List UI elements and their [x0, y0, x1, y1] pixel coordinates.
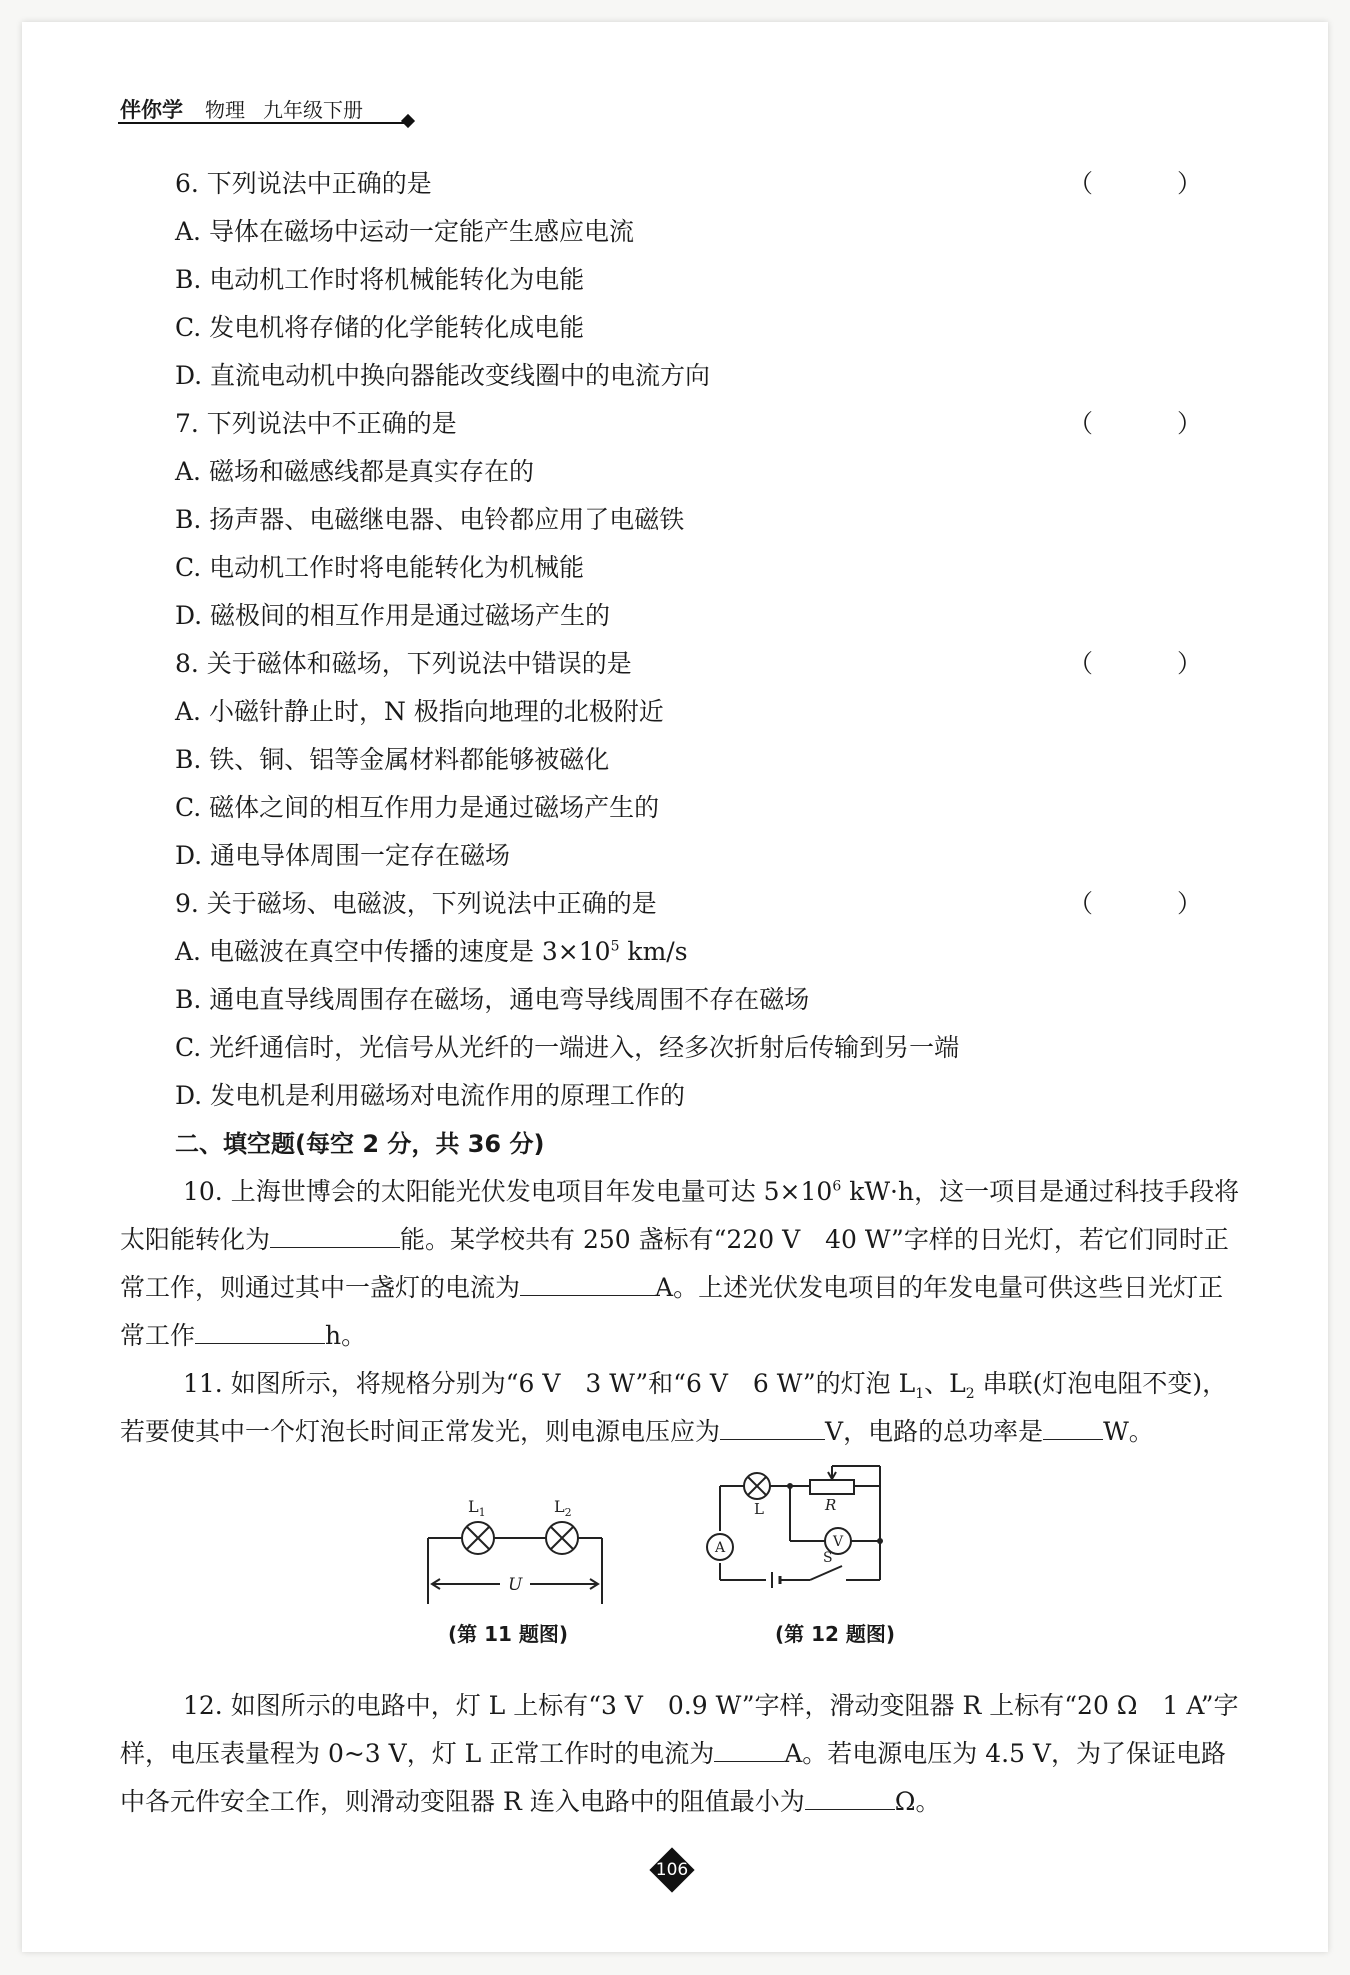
option: B. 电动机工作时将机械能转化为电能 — [175, 265, 585, 294]
grade-label: 九年级下册 — [263, 98, 363, 122]
section-heading: 二、填空题(每空 2 分，共 36 分) — [175, 1130, 545, 1158]
question-6 — [120, 160, 1240, 208]
label-a: A — [715, 1540, 726, 1556]
label-l2: $L_2$ — [554, 1497, 572, 1519]
option-text: A. 电磁波在真空中传播的速度是 3×10 — [175, 937, 611, 966]
label-v: V — [833, 1534, 844, 1550]
option: D. 直流电动机中换向器能改变线圈中的电流方向 — [175, 361, 711, 390]
q11-text: 、L — [924, 1369, 966, 1398]
figure-11-caption: (第 11 题图) — [448, 1622, 569, 1646]
question-8 — [120, 640, 1240, 688]
content — [120, 160, 1240, 1826]
option: B. 通电直导线周围存在磁场，通电弯导线周围不存在磁场 — [175, 985, 810, 1014]
subscript: 1 — [915, 1386, 925, 1402]
option: C. 电动机工作时将电能转化为机械能 — [175, 553, 585, 582]
q12-text: A。若电源电压为 4.5 V，为了保证电路中各元件安全工作，则滑动变阻器 R 连入电路中的阻值最小为 — [120, 1739, 1226, 1816]
exponent: 6 — [832, 1178, 842, 1195]
option: D. 发电机是利用磁场对电流作用的原理工作的 — [175, 1081, 686, 1110]
answer-blank[interactable] — [520, 1267, 655, 1296]
question-10 — [120, 1168, 1240, 1360]
q10-text: 10. 上海世博会的太阳能光伏发电项目年发电量可达 5×10 — [183, 1177, 833, 1206]
answer-blank[interactable] — [720, 1411, 825, 1440]
question-12 — [120, 1682, 1240, 1826]
question-stem: 6. 下列说法中正确的是 — [175, 169, 432, 198]
label-r: R — [825, 1496, 837, 1514]
label-u: U — [508, 1575, 523, 1595]
option: B. 铁、铜、铝等金属材料都能够被磁化 — [175, 745, 610, 774]
junction-dot — [787, 1483, 793, 1489]
circuit-figures — [120, 1456, 1240, 1656]
exponent: 5 — [610, 938, 620, 955]
option: B. 扬声器、电磁继电器、电铃都应用了电磁铁 — [175, 505, 685, 534]
q10-text: kW·h，这一项目是通过科技手段将太阳能转化为 — [120, 1177, 1240, 1254]
option: C. 发电机将存储的化学能转化成电能 — [175, 313, 585, 342]
option: A. 磁场和磁感线都是真实存在的 — [175, 457, 534, 486]
option — [120, 928, 1240, 976]
page-number: 106 — [655, 1860, 689, 1880]
switch-icon — [810, 1566, 842, 1580]
q10-text: 能。某学校共有 250 盏标有“220 V 40 W”字样的日光灯，若它们同时正常工作，则通过其中一盏灯的电流为 — [120, 1225, 1229, 1302]
q11-text: 串联(灯泡电阻不变)，若要使其中一个灯泡长时间正常发光，则电源电压应为 — [120, 1369, 1228, 1446]
q11-text: W。 — [1103, 1417, 1154, 1446]
option: A. 小磁针静止时，N 极指向地理的北极附近 — [175, 697, 664, 726]
junction-dot — [877, 1538, 883, 1544]
option: D. 通电导体周围一定存在磁场 — [175, 841, 511, 870]
figure-12-circuit — [707, 1466, 880, 1588]
answer-bracket: （ ） — [1068, 649, 1240, 678]
answer-blank[interactable] — [270, 1219, 400, 1248]
answer-bracket: （ ） — [1068, 169, 1240, 198]
spacer — [120, 1656, 1240, 1682]
answer-bracket: （ ） — [1068, 409, 1240, 438]
label-l: L — [754, 1500, 764, 1518]
figure-12-caption: (第 12 题图) — [775, 1622, 896, 1646]
option: C. 磁体之间的相互作用力是通过磁场产生的 — [175, 793, 660, 822]
q10-text: h。 — [325, 1321, 367, 1350]
label-l1: $L_1$ — [468, 1497, 486, 1519]
option: D. 磁极间的相互作用是通过磁场产生的 — [175, 601, 611, 630]
page-number-badge — [650, 1848, 694, 1892]
header-rule — [118, 122, 408, 124]
q12-text: 12. 如图所示的电路中，灯 L 上标有“3 V 0.9 W”字样，滑动变阻器 R 上标有“20 Ω 1 A”字样，电压表量程为 0~3 V，灯 L 正常工作时的电流为 — [120, 1691, 1239, 1768]
question-7 — [120, 400, 1240, 448]
rheostat-icon — [810, 1480, 854, 1494]
subscript: 2 — [965, 1386, 975, 1402]
answer-bracket: （ ） — [1068, 889, 1240, 918]
question-11 — [120, 1360, 1240, 1456]
label-s: S — [823, 1550, 833, 1566]
q12-text: Ω。 — [894, 1787, 941, 1816]
question-stem: 8. 关于磁体和磁场，下列说法中错误的是 — [175, 649, 632, 678]
q10-text: A。上述光伏发电项目的年发电量可供这些日光灯正常工作 — [120, 1273, 1224, 1350]
option: A. 导体在磁场中运动一定能产生感应电流 — [175, 217, 634, 246]
answer-blank[interactable] — [195, 1315, 325, 1344]
answer-blank[interactable] — [1043, 1411, 1103, 1440]
option: C. 光纤通信时，光信号从光纤的一端进入，经多次折射后传输到另一端 — [175, 1033, 960, 1062]
q11-text: V，电路的总功率是 — [825, 1417, 1044, 1446]
question-stem: 9. 关于磁场、电磁波，下列说法中正确的是 — [175, 889, 657, 918]
question-stem: 7. 下列说法中不正确的是 — [175, 409, 457, 438]
question-9 — [120, 880, 1240, 928]
brand-title: 伴你学 — [120, 98, 183, 122]
unit-text: km/s — [619, 937, 688, 966]
q11-text: 11. 如图所示，将规格分别为“6 V 3 W”和“6 V 6 W”的灯泡 L — [183, 1369, 916, 1398]
answer-blank[interactable] — [714, 1733, 784, 1762]
page-header — [120, 94, 412, 124]
subject-label: 物理 — [205, 98, 245, 122]
answer-blank[interactable] — [805, 1781, 895, 1810]
figures — [120, 1456, 1240, 1656]
